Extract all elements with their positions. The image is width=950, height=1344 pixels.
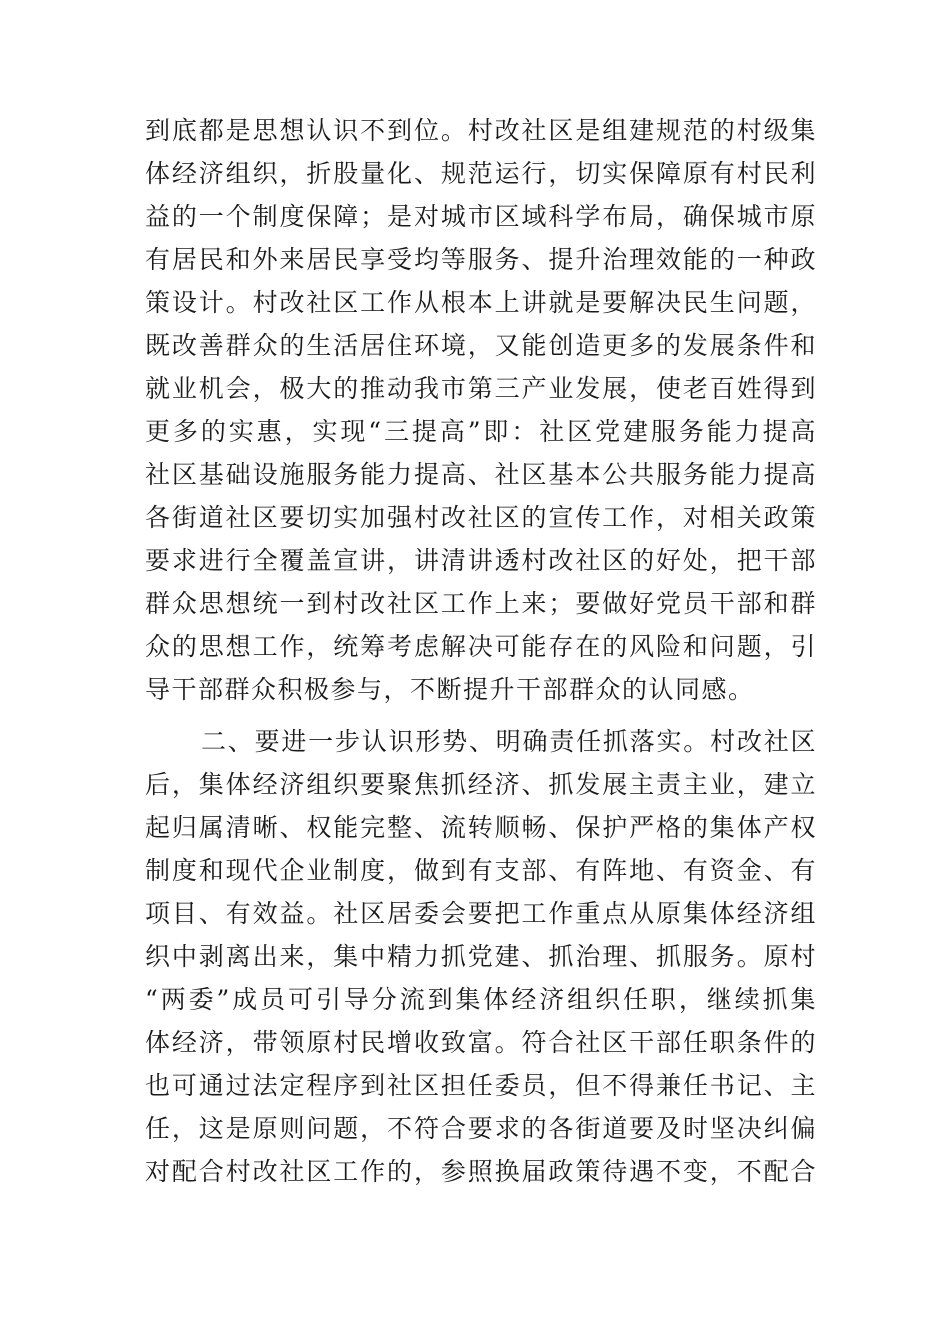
text-line: 后，集体经济组织要聚焦抓经济、抓发展主责主业，建立 (145, 770, 817, 799)
paragraph-1 (145, 109, 817, 711)
text-line: 益的一个制度保障；是对城市区域科学布局，确保城市原 (145, 202, 817, 231)
text-line: 项目、有效益。社区居委会要把工作重点从原集体经济组 (145, 899, 817, 928)
text-line: 织中剥离出来，集中精力抓党建、抓治理、抓服务。原村 (145, 942, 817, 971)
text-line: 各街道社区要切实加强村改社区的宣传工作，对相关政策 (145, 503, 817, 532)
text-line: 也可通过法定程序到社区担任委员，但不得兼任书记、主 (145, 1071, 817, 1100)
text-line: 社区基础设施服务能力提高、社区基本公共服务能力提高 (145, 460, 817, 489)
text-line: 到底都是思想认识不到位。村改社区是组建规范的村级集 (145, 116, 817, 145)
text-line: 导干部群众积极参与，不断提升干部群众的认同感。 (145, 675, 755, 704)
text-line: 策设计。村改社区工作从根本上讲就是要解决民生问题， (145, 288, 817, 317)
text-line: 群众思想统一到村改社区工作上来；要做好党员干部和群 (145, 589, 817, 618)
paragraph-2 (145, 720, 817, 1193)
text-line: 要求进行全覆盖宣讲，讲清讲透村改社区的好处，把干部 (145, 546, 817, 575)
text-line: 更多的实惠，实现“三提高”即：社区党建服务能力提高 (145, 417, 817, 446)
text-line: 就业机会，极大的推动我市第三产业发展，使老百姓得到 (145, 374, 817, 403)
text-line: 既改善群众的生活居住环境，又能创造更多的发展条件和 (145, 331, 817, 360)
text-line: 制度和现代企业制度，做到有支部、有阵地、有资金、有 (145, 856, 817, 885)
text-line: 对配合村改社区工作的，参照换届政策待遇不变，不配合 (145, 1157, 817, 1186)
text-line: “两委”成员可引导分流到集体经济组织任职，继续抓集 (145, 985, 817, 1014)
text-line: 有居民和外来居民享受均等服务、提升治理效能的一种政 (145, 245, 817, 274)
text-line: 任，这是原则问题，不符合要求的各街道要及时坚决纠偏 (145, 1114, 817, 1143)
text-line: 体经济，带领原村民增收致富。符合社区干部任职条件的 (145, 1028, 817, 1057)
text-line: 体经济组织，折股量化、规范运行，切实保障原有村民利 (145, 159, 817, 188)
text-line: 众的思想工作，统筹考虑解决可能存在的风险和问题，引 (145, 632, 817, 661)
text-line: 起归属清晰、权能完整、流转顺畅、保护严格的集体产权 (145, 813, 817, 842)
text-line: 二、要进一步认识形势、明确责任抓落实。村改社区 (201, 727, 817, 756)
